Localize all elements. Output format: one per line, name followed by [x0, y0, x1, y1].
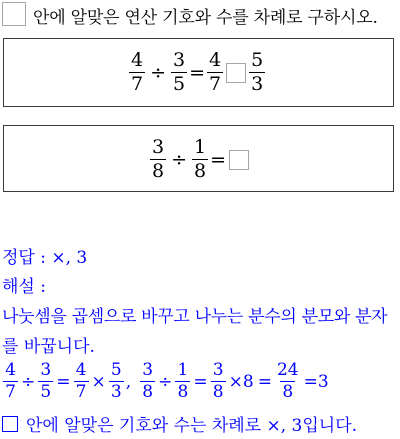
problem-1-box [3, 38, 394, 107]
explanation-label: 해설 : [2, 277, 46, 297]
fraction [192, 138, 208, 181]
denominator: 8 [140, 381, 155, 401]
numerator: 24 [276, 360, 299, 380]
fraction [249, 51, 265, 94]
blank-box-icon [2, 2, 26, 26]
fraction [109, 362, 124, 401]
blank-box-icon [2, 416, 18, 432]
divide-sign: ÷ [21, 371, 36, 392]
equals-sign: = [210, 148, 227, 171]
fraction [140, 362, 155, 401]
problem-2-box [3, 125, 394, 192]
denominator: 8 [280, 381, 295, 401]
fraction [38, 362, 53, 401]
numerator: 5 [110, 360, 122, 380]
equals-sign: = [193, 371, 208, 392]
numerator: 3 [212, 360, 224, 380]
fraction [171, 51, 187, 94]
denominator: 3 [251, 73, 264, 95]
denominator: 8 [152, 160, 165, 182]
denominator: 8 [194, 160, 207, 182]
question-text: 안에 알맞은 연산 기호와 수를 차례로 구하시오. [33, 8, 378, 28]
divide-sign: ÷ [158, 371, 173, 392]
numerator: 4 [75, 360, 87, 380]
denominator: 7 [74, 381, 89, 401]
equals-three: =3 [303, 371, 329, 392]
numerator: 3 [142, 360, 154, 380]
fraction [3, 362, 18, 401]
divide-sign: ÷ [150, 61, 167, 84]
divide-sign: ÷ [171, 148, 188, 171]
fraction [129, 51, 145, 94]
comma: , [125, 371, 132, 392]
answer-blank-box[interactable] [226, 63, 246, 83]
fraction [275, 362, 301, 401]
numerator: 4 [131, 49, 144, 71]
fraction [150, 138, 166, 181]
equals-sign: = [257, 371, 272, 392]
answer-label: 정답 : ×, 3 [2, 248, 88, 268]
explanation-text-line-1: 나눗셈을 곱셈으로 바꾸고 나누는 분수의 분모와 분자 [2, 307, 388, 327]
numerator: 5 [251, 49, 264, 71]
numerator: 4 [5, 360, 16, 380]
denominator: 8 [211, 381, 226, 401]
solution-expression [2, 362, 331, 401]
denominator: 7 [3, 381, 18, 401]
final-answer-text: 안에 알맞은 기호와 수는 차례로 ×, 3입니다. [26, 416, 358, 436]
problem-1-expression [128, 51, 266, 94]
numerator: 3 [40, 360, 52, 380]
fraction [211, 362, 226, 401]
denominator: 7 [131, 73, 144, 95]
denominator: 8 [175, 381, 190, 401]
denominator: 7 [209, 73, 222, 95]
numerator: 1 [194, 136, 207, 158]
equals-sign: = [56, 371, 71, 392]
numerator: 1 [177, 360, 189, 380]
numerator: 3 [152, 136, 165, 158]
denominator: 5 [38, 381, 53, 401]
times-eight: ×8 [228, 371, 254, 392]
numerator: 3 [173, 49, 186, 71]
explanation-text-line-2: 를 바꿉니다. [2, 337, 95, 357]
equals-sign: = [189, 61, 206, 84]
fraction [207, 51, 223, 94]
fraction [74, 362, 89, 401]
final-answer-line [2, 411, 357, 436]
fraction [175, 362, 190, 401]
times-sign: × [91, 371, 106, 392]
problem-2-expression [149, 138, 251, 181]
denominator: 3 [109, 381, 124, 401]
denominator: 5 [173, 73, 186, 95]
answer-blank-box[interactable] [229, 150, 249, 170]
numerator: 4 [209, 49, 222, 71]
